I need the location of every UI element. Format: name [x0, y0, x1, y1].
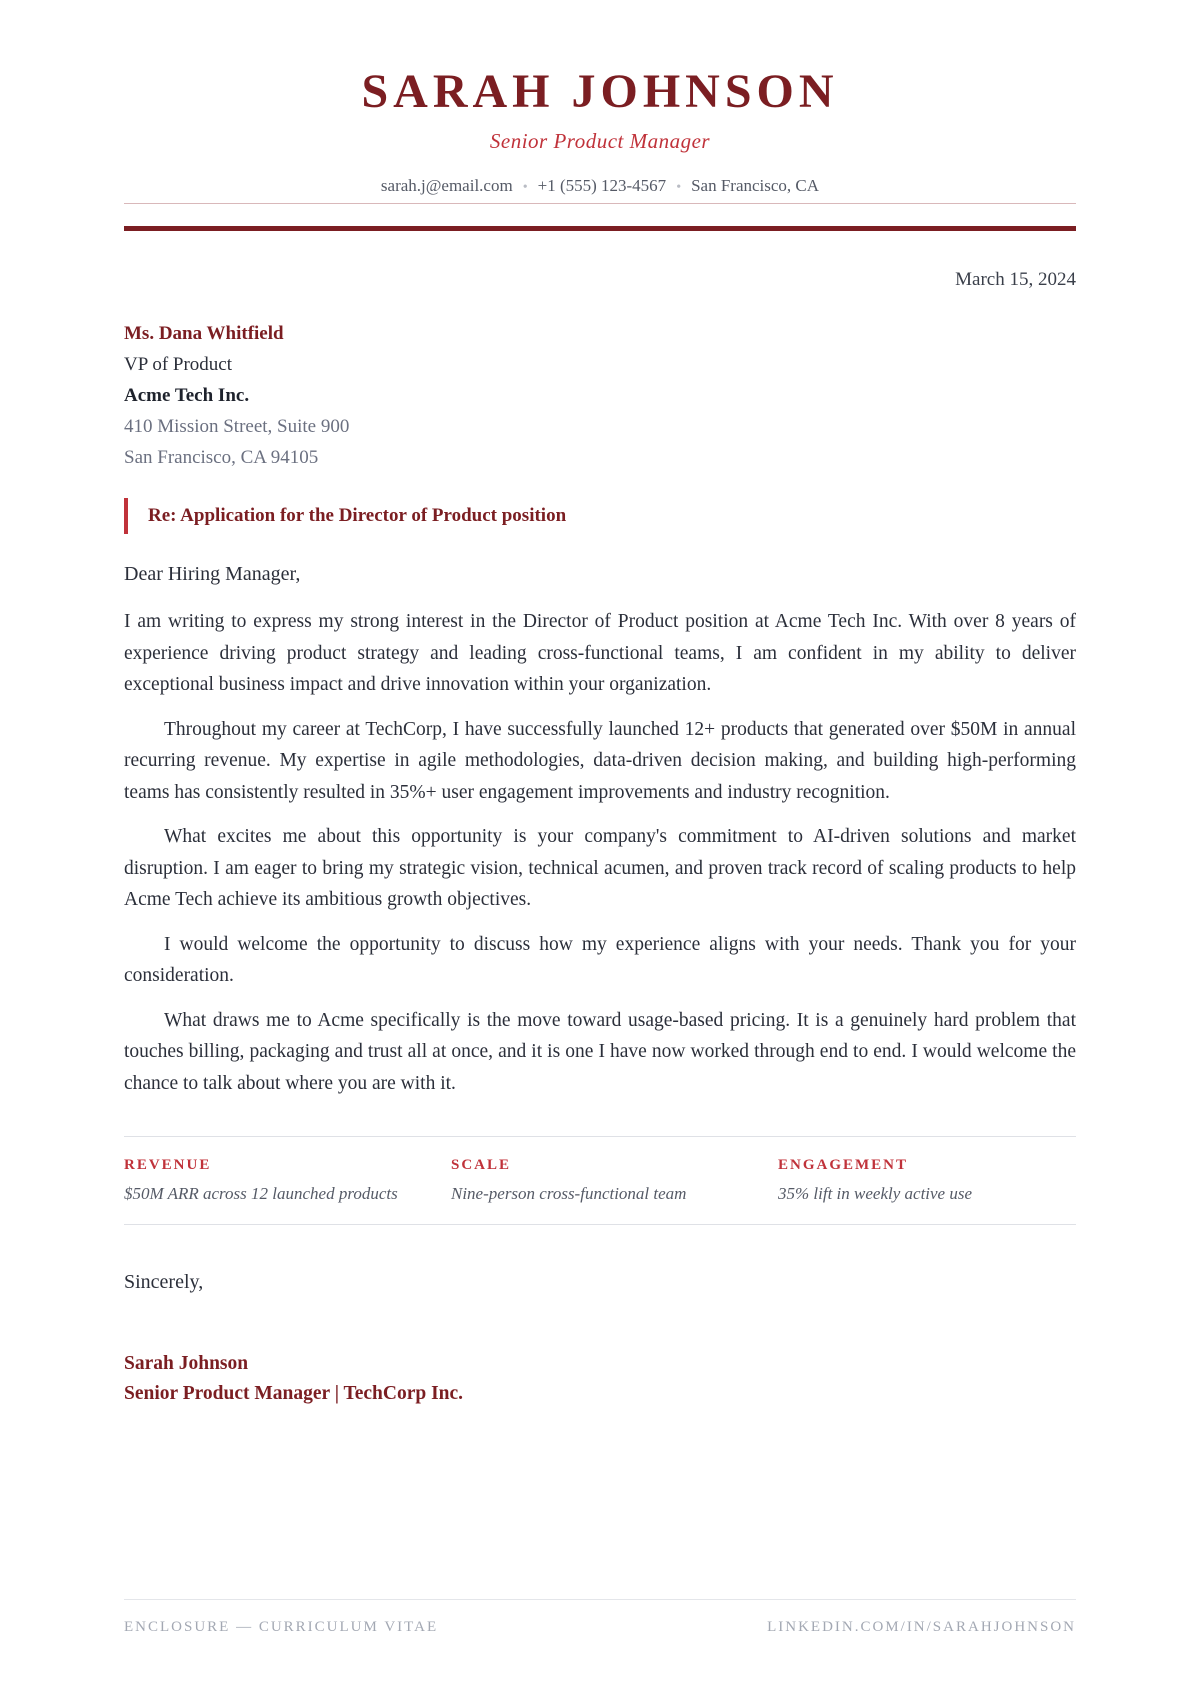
contact-email[interactable]: sarah.j@email.com	[380, 176, 513, 195]
contact-phone[interactable]: +1 (555) 123-4567	[537, 176, 667, 195]
contact-line	[124, 174, 1076, 200]
subject-line: Re: Application for the Director of Product position	[148, 505, 567, 526]
recipient-name: Ms. Dana Whitfield	[124, 323, 284, 344]
contact-separator: •	[522, 180, 528, 195]
highlights-divider-top	[124, 1136, 1076, 1137]
highlights-divider-bottom	[124, 1224, 1076, 1225]
highlight-label: SCALE	[451, 1157, 512, 1173]
highlight-engagement	[778, 1155, 1098, 1205]
highlight-value: 35% lift in weekly active use	[778, 1184, 973, 1203]
contact-location: San Francisco, CA	[691, 176, 820, 195]
letter-body	[124, 606, 1076, 1112]
highlight-label: REVENUE	[124, 1157, 212, 1173]
cover-letter-page	[124, 0, 1076, 1685]
highlight-label: ENGAGEMENT	[778, 1157, 909, 1173]
footer-linkedin[interactable]: LINKEDIN.COM/IN/SARAHJOHNSON	[767, 1619, 1076, 1635]
recipient-role: VP of Product	[124, 354, 233, 375]
recipient-company: Acme Tech Inc.	[124, 385, 250, 406]
recipient-city: San Francisco, CA 94105	[124, 447, 319, 468]
body-paragraph: I would welcome the opportunity to discuss how my experience aligns with your needs. Thank you for your consideration.	[124, 933, 1076, 986]
letter-date: March 15, 2024	[955, 269, 1076, 290]
contact-separator: •	[676, 180, 682, 195]
applicant-title: Senior Product Manager	[489, 129, 711, 153]
signature-name: Sarah Johnson	[124, 1353, 249, 1374]
body-paragraph: Throughout my career at TechCorp, I have successfully launched 12+ products that generated over $50M in annual recurring revenue. My expertise in agile methodologies, data-driven decision making, and building high-performing teams has consistently resulted in 35%+ user engagement improvements and industry recognition.	[124, 718, 1076, 803]
header-divider-thin	[124, 203, 1076, 204]
salutation: Dear Hiring Manager,	[124, 563, 301, 585]
footer-enclosure: ENCLOSURE — CURRICULUM VITAE	[124, 1619, 439, 1635]
applicant-name: SARAH JOHNSON	[361, 65, 839, 118]
body-paragraph: What excites me about this opportunity is your company's commitment to AI-driven solutions and market disruption. I am eager to bring my strategic vision, technical acumen, and proven track record of scaling products to help Acme Tech achieve its ambitious growth objectives.	[124, 826, 1076, 910]
recipient-street: 410 Mission Street, Suite 900	[124, 416, 350, 437]
body-paragraph: What draws me to Acme specifically is the move toward usage-based pricing. It is a genuinely hard problem that touches billing, packaging and trust all at once, and it is one I have now worked through end to end. I would welcome the chance to talk about where you are with it.	[124, 1009, 1076, 1094]
subject-accent-bar	[124, 498, 128, 534]
highlight-scale	[451, 1155, 771, 1205]
highlight-value: $50M ARR across 12 launched products	[124, 1184, 398, 1203]
body-paragraph: I am writing to express my strong interest in the Director of Product position at Acme Tech Inc. With over 8 years of experience driving product strategy and leading cross-functional teams, I am confident in my ability to deliver exceptional business impact and drive innovation within your organization.	[124, 611, 1076, 695]
highlight-revenue	[124, 1155, 444, 1205]
highlight-value: Nine-person cross-functional team	[451, 1184, 687, 1203]
signature-title: Senior Product Manager | TechCorp Inc.	[124, 1383, 464, 1404]
header-divider-thick	[124, 226, 1076, 231]
closing: Sincerely,	[124, 1271, 204, 1293]
footer-divider	[124, 1599, 1076, 1600]
